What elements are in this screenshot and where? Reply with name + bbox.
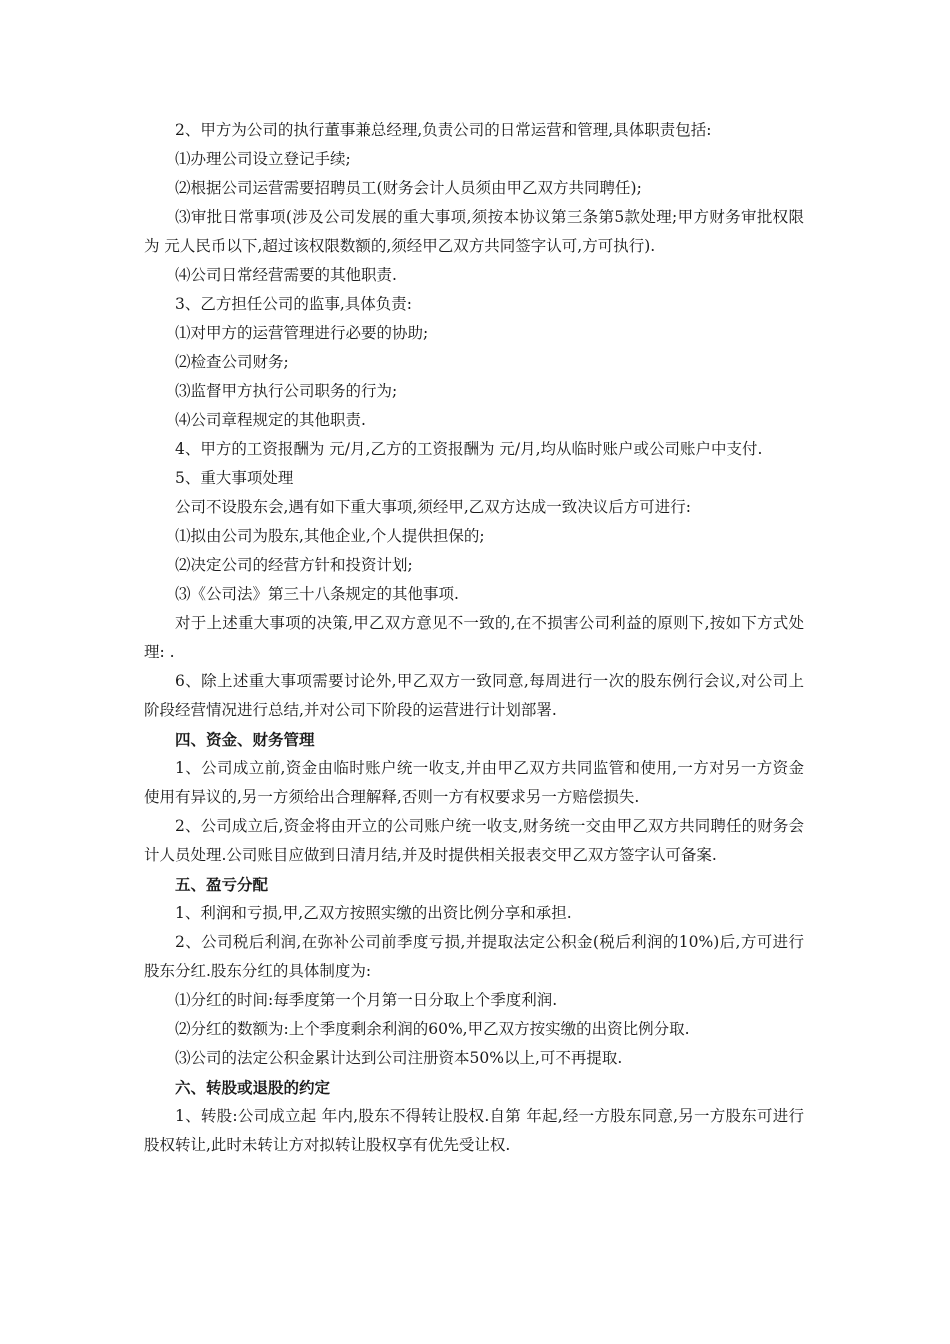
paragraph: ⑵分红的数额为:上个季度剩余利润的60%,甲乙双方按实缴的出资比例分取. <box>175 1020 690 1038</box>
paragraph: 3、乙方担任公司的监事,具体负责: <box>175 295 413 313</box>
paragraph: ⑴对甲方的运营管理进行必要的协助; <box>175 324 429 342</box>
paragraph: ⑶公司的法定公积金累计达到公司注册资本50%以上,可不再提取. <box>175 1049 623 1067</box>
document-body <box>144 116 804 1160</box>
paragraph: ⑵决定公司的经营方针和投资计划; <box>175 556 413 574</box>
paragraph: ⑴分红的时间:每季度第一个月第一日分取上个季度利润. <box>175 991 558 1009</box>
paragraph: ⑵检查公司财务; <box>175 353 289 371</box>
paragraph: ⑴办理公司设立登记手续; <box>175 150 351 168</box>
section-heading: 四、资金、财务管理 <box>175 730 315 749</box>
paragraph: 4、甲方的工资报酬为 元/月,乙方的工资报酬为 元/月,均从临时账户或公司账户中支付. <box>175 440 763 458</box>
paragraph: 1、转股:公司成立起 年内,股东不得转让股权.自第 年起,经一方股东同意,另一方股东可进行股权转让,此时未转让方对拟转让股权享有优先受让权. <box>144 1107 804 1154</box>
paragraph: 公司不设股东会,遇有如下重大事项,须经甲,乙双方达成一致决议后方可进行: <box>175 498 692 516</box>
paragraph: ⑴拟由公司为股东,其他企业,个人提供担保的; <box>175 527 485 545</box>
paragraph: ⑵根据公司运营需要招聘员工(财务会计人员须由甲乙双方共同聘任); <box>175 179 642 197</box>
paragraph: ⑷公司章程规定的其他职责. <box>175 411 366 429</box>
paragraph: ⑶《公司法》第三十八条规定的其他事项. <box>175 585 459 603</box>
section-heading: 五、盈亏分配 <box>175 875 269 894</box>
paragraph: 2、甲方为公司的执行董事兼总经理,负责公司的日常运营和管理,具体职责包括: <box>175 121 712 139</box>
paragraph: 对于上述重大事项的决策,甲乙双方意见不一致的,在不损害公司利益的原则下,按如下方式处理: . <box>144 614 804 661</box>
paragraph: ⑶监督甲方执行公司职务的行为; <box>175 382 398 400</box>
paragraph: ⑷公司日常经营需要的其他职责. <box>175 266 397 284</box>
paragraph: 1、利润和亏损,甲,乙双方按照实缴的出资比例分享和承担. <box>175 904 572 922</box>
paragraph: 6、除上述重大事项需要讨论外,甲乙双方一致同意,每周进行一次的股东例行会议,对公司上阶段经营情况进行总结,并对公司下阶段的运营进行计划部署. <box>144 672 804 719</box>
paragraph: 1、公司成立前,资金由临时账户统一收支,并由甲乙双方共同监管和使用,一方对另一方资金使用有异议的,另一方须给出合理解释,否则一方有权要求另一方赔偿损失. <box>144 759 804 806</box>
paragraph: ⑶审批日常事项(涉及公司发展的重大事项,须按本协议第三条第5款处理;甲方财务审批权限为 元人民币以下,超过该权限数额的,须经甲乙双方共同签字认可,方可执行). <box>144 208 804 255</box>
paragraph: 5、重大事项处理 <box>175 469 294 487</box>
paragraph: 2、公司成立后,资金将由开立的公司账户统一收支,财务统一交由甲乙双方共同聘任的财务会计人员处理.公司账目应做到日清月结,并及时提供相关报表交甲乙双方签字认可备案. <box>144 817 804 864</box>
section-heading: 六、转股或退股的约定 <box>175 1078 331 1097</box>
paragraph: 2、公司税后利润,在弥补公司前季度亏损,并提取法定公积金(税后利润的10%)后,方可进行股东分红.股东分红的具体制度为: <box>144 933 804 980</box>
